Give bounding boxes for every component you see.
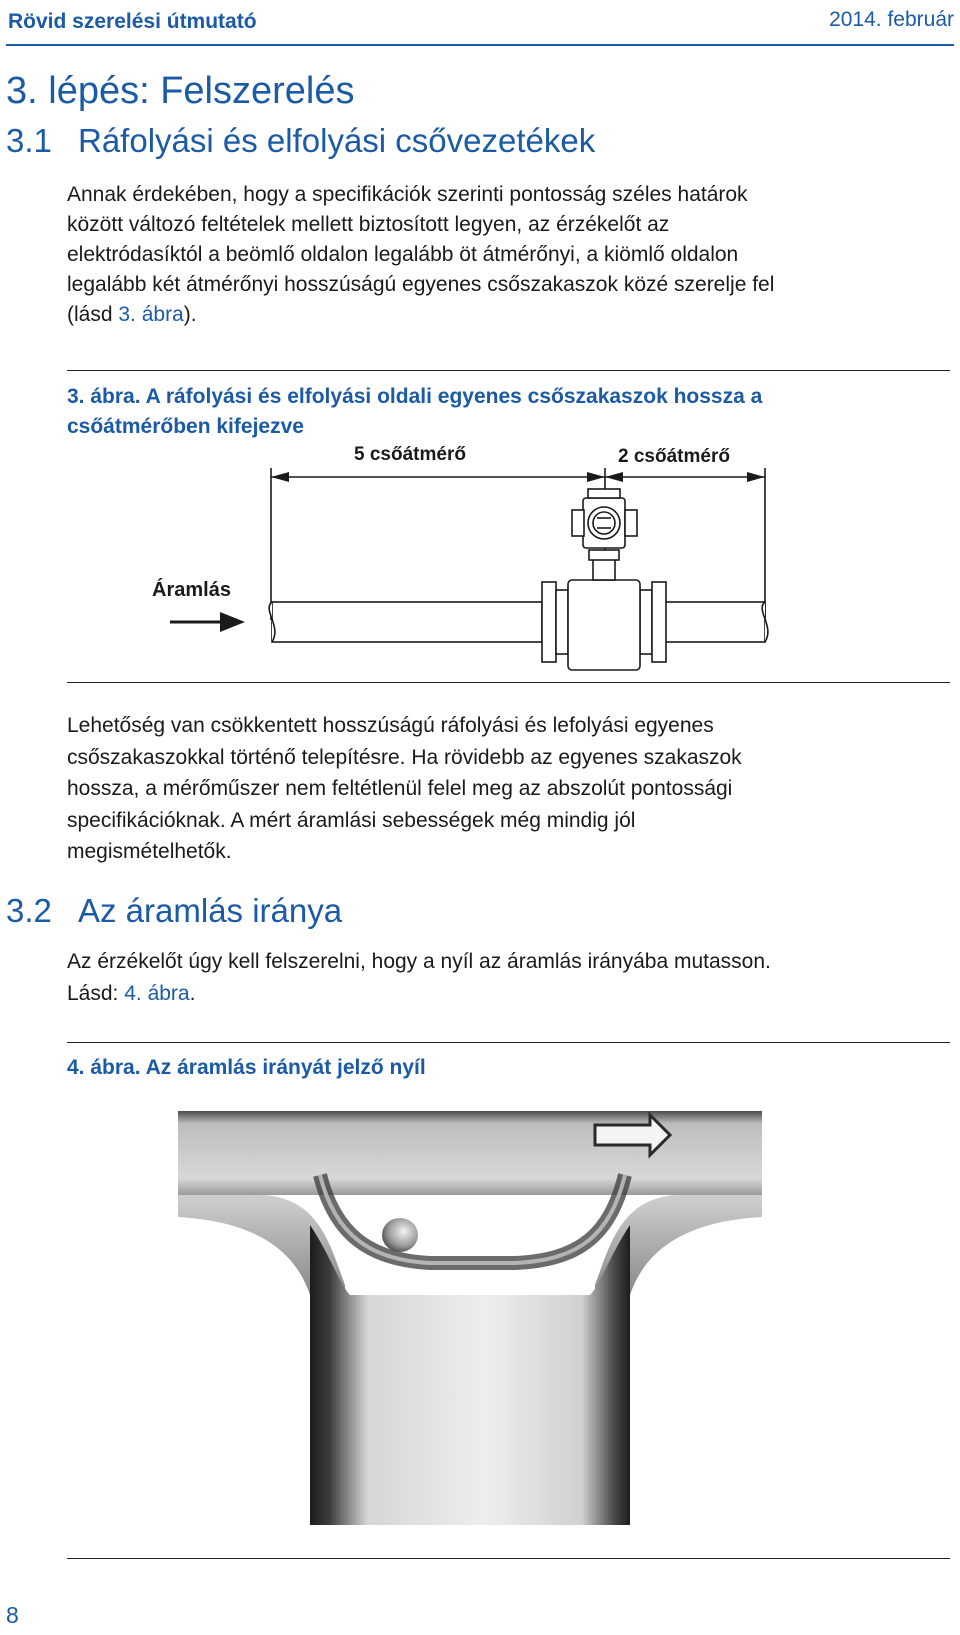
step-title: 3. lépés: Felszerelés [6, 70, 355, 112]
flow-arrow-icon [170, 612, 245, 632]
figure-3-top-rule [67, 370, 950, 371]
section-1-line: legalább két átmérőnyi hosszúságú egyenes csőszakaszok közé szerelje fel [67, 273, 775, 296]
section-2-line: Az érzékelőt úgy kell felszerelni, hogy a nyíl az áramlás irányába mutasson. [67, 950, 771, 973]
section-1-paragraph [67, 180, 947, 330]
figure-3-bottom-rule [67, 682, 950, 683]
downstream-pipe [665, 602, 768, 642]
figure-4-flow-arrow-illustration [170, 1105, 770, 1535]
section-1-line: Annak érdekében, hogy a specifikációk szerinti pontosság széles határok [67, 183, 748, 206]
figure-4-reference-link[interactable]: 4. ábra [124, 982, 190, 1005]
section-2-number: 3.2 [6, 892, 52, 929]
figure-3-caption-line: 3. ábra. A ráfolyási és elfolyási oldali egyenes csőszakaszok hossza a [67, 385, 763, 408]
section-1-line: elektródasíktól a beömlő oldalon legalább öt átmérőnyi, a kiömlő oldalon [67, 243, 739, 266]
section-2-line [67, 978, 947, 1010]
section-2-suffix: . [189, 982, 196, 1005]
mounting-plate [178, 1111, 762, 1195]
section-1-title: Ráfolyási és elfolyási csővezetékek [78, 122, 596, 159]
paragraph-2-line: Lehetőség van csökkentett hosszúságú ráfolyási és lefolyási egyenes [67, 714, 714, 737]
upstream-pipe [269, 602, 542, 642]
bottom-rule [67, 1558, 950, 1559]
paragraph-2-line: megismételhetők. [67, 840, 232, 863]
figure-3-caption-line: csőátmérőben kifejezve [67, 415, 304, 438]
figure-3-pipe-diagram [0, 440, 960, 680]
upstream-length-label: 5 csőátmérő [354, 444, 466, 465]
figure-3-reference-link[interactable]: 3. ábra [118, 303, 184, 326]
outlet-flange [640, 582, 666, 662]
section-1-heading [6, 122, 595, 160]
flow-label: Áramlás [152, 579, 231, 601]
header-date: 2014. február [829, 8, 954, 31]
header-rule [6, 44, 954, 46]
dimension-lines [271, 468, 765, 620]
inlet-flange [542, 582, 568, 662]
figure-4-caption: 4. ábra. Az áramlás irányát jelző nyíl [67, 1056, 426, 1079]
paragraph-2-line: hossza, a mérőműszer nem feltétlenül felel meg az abszolút pontossági [67, 777, 733, 800]
header-title: Rövid szerelési útmutató [8, 10, 257, 33]
paragraph-2-line: specifikációknak. A mért áramlási sebességek még mindig jól [67, 808, 636, 832]
section-2-prefix: Lásd: [67, 982, 125, 1005]
reduced-length-paragraph [67, 710, 947, 868]
section-1-last-prefix: (lásd [67, 303, 119, 326]
figure-4-top-rule [67, 1042, 950, 1043]
section-2-title: Az áramlás iránya [78, 892, 343, 929]
sensor-body [568, 550, 640, 670]
mounting-hole [382, 1218, 418, 1252]
section-1-line: között változó feltételek mellett biztosított legyen, az érzékelőt az [67, 213, 670, 236]
section-1-number: 3.1 [6, 122, 52, 159]
section-1-last-suffix: ). [183, 303, 197, 326]
section-1-line-last [67, 300, 947, 330]
section-2-heading [6, 892, 342, 930]
transmitter-head-icon [572, 489, 637, 548]
page-number: 8 [6, 1602, 19, 1628]
paragraph-2-line: csőszakaszokkal történő telepítésre. Ha rövidebb az egyenes szakaszok [67, 745, 742, 769]
section-2-paragraph [67, 946, 947, 1010]
downstream-length-label: 2 csőátmérő [618, 446, 730, 467]
figure-3-caption [67, 382, 937, 442]
